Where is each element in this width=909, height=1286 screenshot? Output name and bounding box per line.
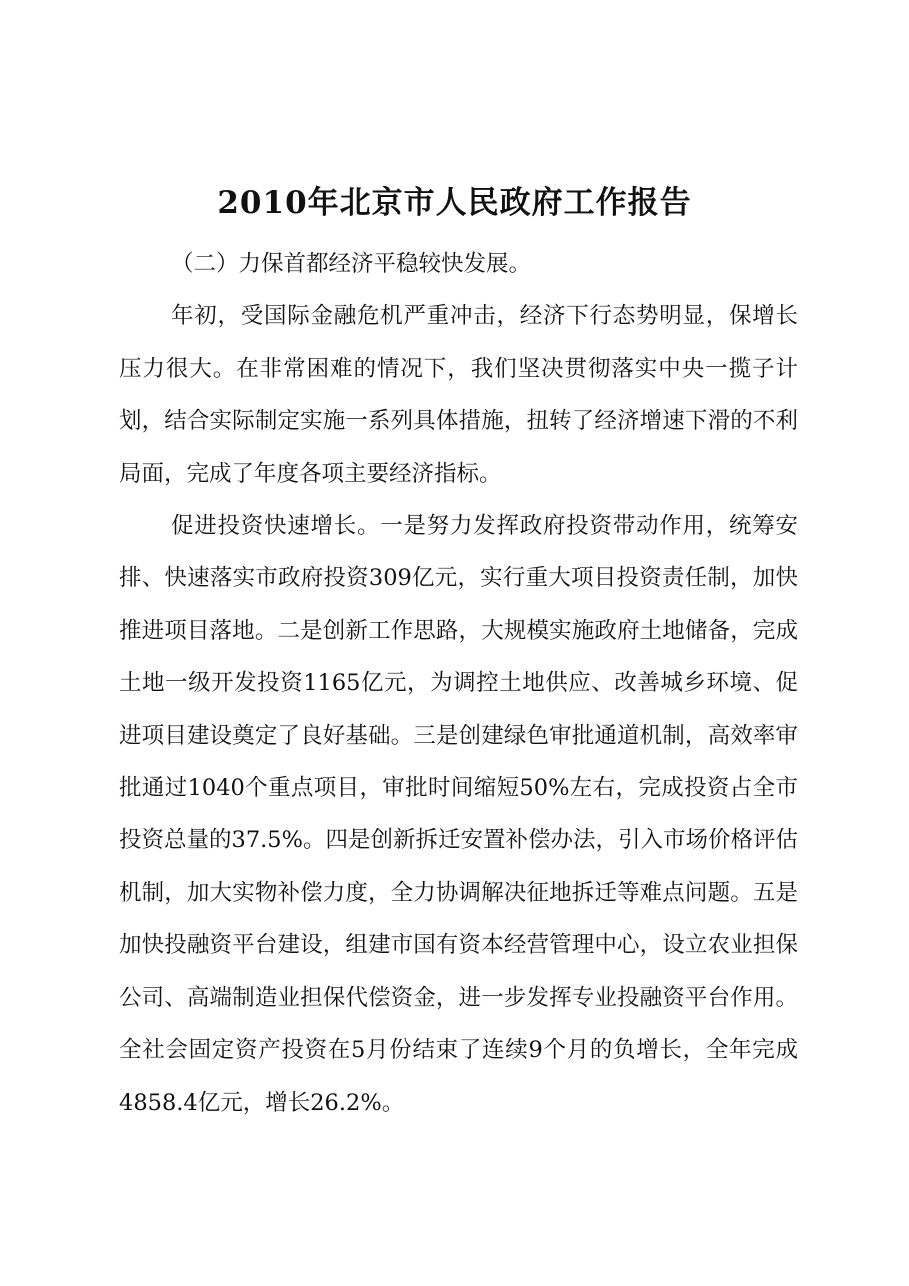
document-title: 2010年北京市人民政府工作报告 bbox=[217, 184, 692, 221]
paragraph-investment-growth: 促进投资快速增长。一是努力发挥政府投资带动作用，统筹安排、快速落实市政府投资309亿元，实行重大项目投资责任制，加快推进项目落地。二是创新工作思路，大规模实施政府土地储备，完成土地一级开发投资1165亿元，为调控土地供应、改善城乡环境、促进项目建设奠定了良好基础。三是创建绿色审批通道机制，高效率审批通过1040个重点项目，审批时间缩短50%左右，完成投资占全市投资总量的37.5%。四是创新拆迁安置补偿办法，引入市场价格评估机制，加大实物补偿力度，全力协调解决征地拆迁等难点问题。五是加快投融资平台建设，组建市国有资本经营管理中心，设立农业担保公司、高端制造业担保代偿资金，进一步发挥专业投融资平台作用。全社会固定资产投资在5月份结束了连续9个月的负增长，全年完成4858.4亿元，增长26.2%。 bbox=[119, 513, 798, 1116]
paragraph-economic-situation: 年初，受国际金融危机严重冲击，经济下行态势明显，保增长压力很大。在非常困难的情况下，我们坚决贯彻落实中央一揽子计划，结合实际制定实施一系列具体措施，扭转了经济增速下滑的不利局面，完成了年度各项主要经济指标。 bbox=[119, 303, 798, 487]
document-body bbox=[119, 238, 798, 1129]
section-heading: （二）力保首都经济平稳较快发展。 bbox=[171, 251, 532, 277]
